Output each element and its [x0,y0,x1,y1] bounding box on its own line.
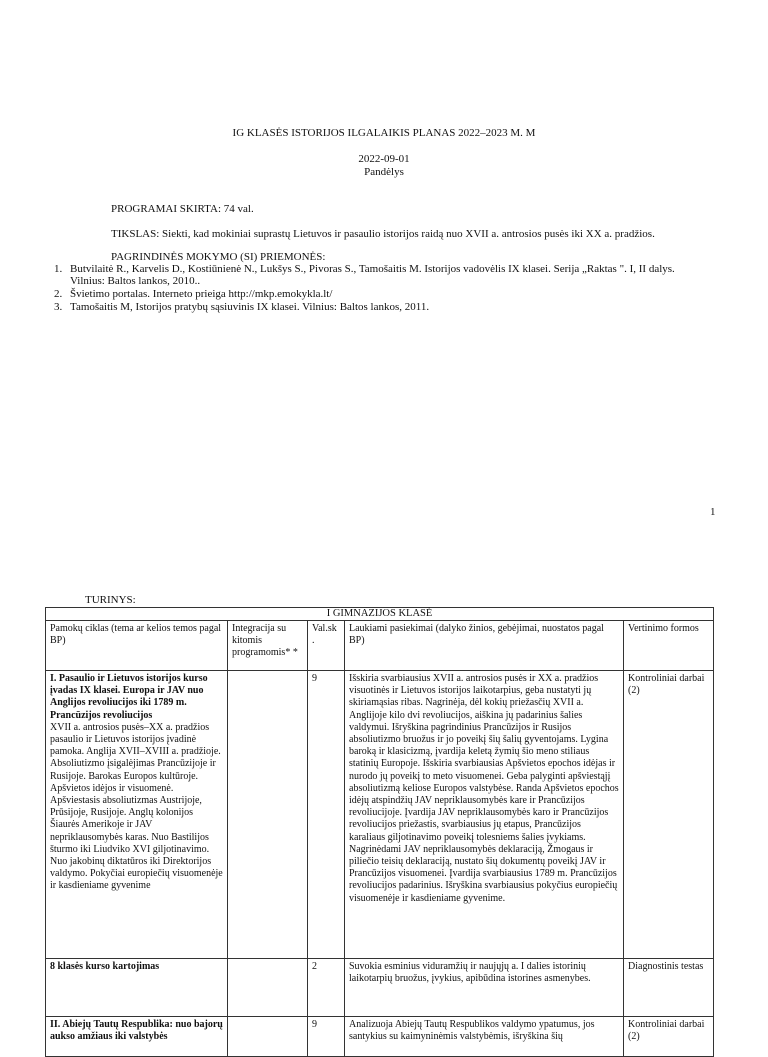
cycle-title: I. Pasaulio ir Lietuvos istorijos kurso įvadas IX klasei. Europa ir JAV nuo Anglijos revoliucijos iki 1789 m. Prancūzijos revoliucijos [50,673,208,721]
contents-label: TURINYS: [85,594,136,606]
integration-cell [228,1017,308,1057]
program-goal: TIKSLAS: Siekti, kad mokiniai suprastų Lietuvos ir pasaulio istorijos raidą nuo XVII a. antrosios pusės iki XX a. pradžios. [111,228,655,240]
integration-cell [228,671,308,959]
source-number: 1. [54,263,63,275]
outcomes-cell: Išskiria svarbiausius XVII a. antrosios pusės ir XX a. pradžios visuotinės ir Lietuvos istorijos laikotarpius, geba nustatyti jų skiriamąsias ribas. Nagrinėja, dėl kokių priežasčių XVII a. Anglijoje kilo dvi revoliucijos, aiškina jų padarinius šalies valdymui. Išryškina pagrindinius Prancūzijos ir Rusijos absoliutizmo bruožus ir jo poveikį šių šalių gyventojams. Lygina baroką ir klasicizmą, įvardija keletą žymių šio meno stiliaus statinių Europoje. Išskiria svarbiausias Apšvietos epochos idėjas ir nurodo jų poveikį to meto visuomenei. Geba palyginti apšviestąjį absoliutizmą keliose Europos valstybėse. Randa Apšvietos epochos idėjų atspindžių JAV nepriklausomybės kare ir Prancūzijos revoliucijoje. Įvardija JAV nepriklausomybės karo ir Prancūzijos revoliucijos priežastis, svarbiausius jų etapus, Prancūzijos karaliaus giljotinavimo poveikį tolesniems šalies įvykiams. Nagrinėdami JAV nepriklausomybės deklaraciją, Žmogaus ir piliečio teisių deklaraciją, nustato šių dokumentų poveikį JAV ir Prancūzijos visuomenei. Įvardija svarbiausius 1789 m. Prancūzijos revoliucijos padarinius. Išryškina svarbiausius pokyčius europiečių visuomenėje ir kasdieniame gyvenime. [345,671,624,959]
outcomes-cell: Suvokia esminius viduramžių ir naujųjų a. I dalies istorinių laikotarpių bruožus, įvykius, apibūdina istorines asmenybes. [345,959,624,1017]
cycle-body: XVII a. antrosios pusės–XX a. pradžios pasaulio ir Lietuvos istorijos įvadinė pamoka. Anglija XVII–XVIII a. pradžioje. Absoliutizmo įsigalėjimas Prancūzijoje ir Rusijoje. Barokas Europos kultūroje. Apšvietos idėjos ir visuomenė. Apšviestasis absoliutizmas Austrijoje, Prūsijoje, Rusijoje. Anglų kolonijos Šiaurės Amerikoje ir JAV nepriklausomybės karas. Nuo Bastilijos šturmo iki Liudviko XVI giljotinavimo. Nuo jakobinų diktatūros iki Direktorijos valdymo. Pokyčiai europiečių visuomenėje ir kasdieniame gyvenime [50,721,223,892]
source-item [54,263,710,287]
hours-cell: 2 [308,959,345,1017]
page-number: 1 [710,506,716,518]
table-row [46,671,714,959]
sources-list [52,263,740,314]
cycle-title: 8 klasės kurso kartojimas [50,961,160,972]
cycle-cell [46,959,228,1017]
assessment-cell: Kontroliniai darbai (2) [624,1017,714,1057]
document-date: 2022-09-01 [358,153,410,165]
table-row [46,959,714,1017]
table-row [46,1017,714,1057]
source-text: Butvilaitė R., Karvelis D., Kostiūnienė N., Lukšys S., Pivoras S., Tamošaitis M. Istorijos vadovėlis IX klasei. Serija „Raktas ". I, II dalys. Vilnius: Baltos lankos, 2010.. [70,263,675,287]
header-cycle: Pamokų ciklas (tema ar kelios temos pagal BP) [46,621,228,671]
integration-cell [228,959,308,1017]
document-place: Pandėlys [364,166,404,178]
table-caption: I GIMNAZIJOS KLASĖ [46,608,714,621]
cycle-cell [46,1017,228,1057]
table-header-row [46,621,714,671]
assessment-cell: Diagnostinis testas [624,959,714,1017]
source-text: Švietimo portalas. Interneto prieiga http://mkp.emokykla.lt/ [70,288,333,300]
cycle-cell [46,671,228,959]
table-caption-row [46,608,714,621]
sources-title: PAGRINDINĖS MOKYMO (SI) PRIEMONĖS: [111,251,326,263]
outcomes-cell: Analizuoja Abiejų Tautų Respublikos valdymo ypatumus, jos santykius su kaimyninėmis valstybėmis, išryškina šių [345,1017,624,1057]
header-outcomes: Laukiami pasiekimai (dalyko žinios, gebėjimai, nuostatos pagal BP) [345,621,624,671]
header-hours: Val.sk . [308,621,345,671]
source-item [54,301,740,313]
source-item [54,288,740,300]
source-number: 3. [54,301,63,313]
plan-table [45,607,714,1057]
header-integration: Integracija su kitomis programomis* * [228,621,308,671]
assessment-cell: Kontroliniai darbai (2) [624,671,714,959]
header-assessment: Vertinimo formos [624,621,714,671]
cycle-title: II. Abiejų Tautų Respublika: nuo bajorų aukso amžiaus iki valstybės [50,1019,223,1043]
hours-cell: 9 [308,1017,345,1057]
hours-cell: 9 [308,671,345,959]
program-hours: PROGRAMAI SKIRTA: 74 val. [111,203,254,215]
document-title: IG KLASĖS ISTORIJOS ILGALAIKIS PLANAS 2022–2023 M. M [232,127,536,139]
source-text: Tamošaitis M, Istorijos pratybų sąsiuvinis IX klasei. Vilnius: Baltos lankos, 2011. [70,301,430,313]
source-number: 2. [54,288,63,300]
